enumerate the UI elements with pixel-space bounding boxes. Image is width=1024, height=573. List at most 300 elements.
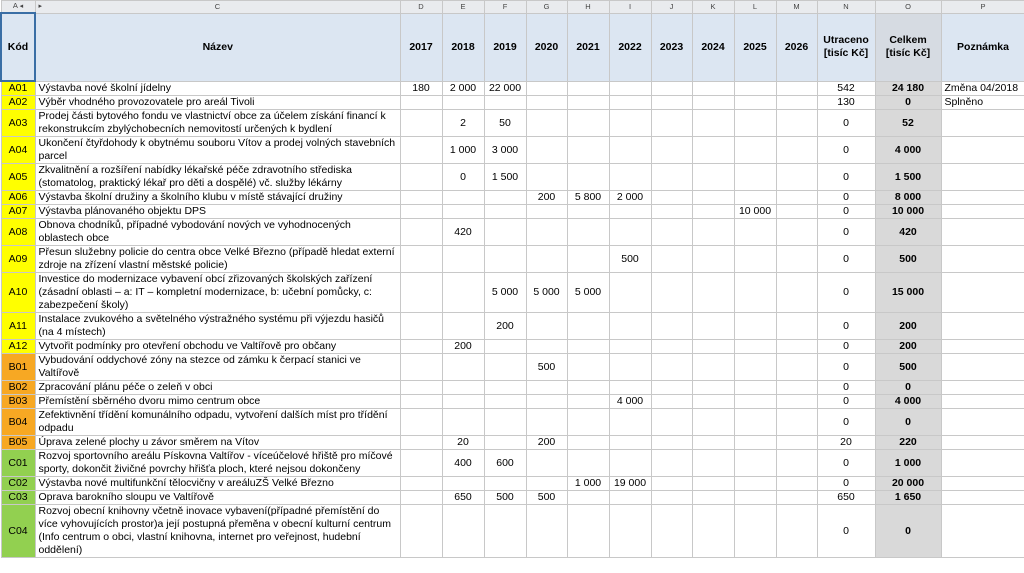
row-year-cell[interactable] xyxy=(442,273,484,313)
row-celkem-cell[interactable]: 500 xyxy=(875,246,941,273)
row-year-cell[interactable]: 180 xyxy=(400,81,442,96)
column-header-g[interactable]: G xyxy=(526,1,567,14)
header-year-2022[interactable]: 2022 xyxy=(609,13,651,81)
row-utraceno-cell[interactable]: 130 xyxy=(817,96,875,110)
row-celkem-cell[interactable]: 4 000 xyxy=(875,137,941,164)
row-year-cell[interactable] xyxy=(734,450,776,477)
row-year-cell[interactable] xyxy=(609,96,651,110)
row-year-cell[interactable] xyxy=(609,219,651,246)
row-year-cell[interactable] xyxy=(609,491,651,505)
column-header-l[interactable]: L xyxy=(734,1,776,14)
row-year-cell[interactable] xyxy=(526,381,567,395)
row-year-cell[interactable] xyxy=(526,313,567,340)
row-utraceno-cell[interactable]: 0 xyxy=(817,137,875,164)
row-year-cell[interactable] xyxy=(400,491,442,505)
row-year-cell[interactable] xyxy=(734,313,776,340)
row-name-cell[interactable]: Výstavba nové školní jídelny xyxy=(35,81,400,96)
row-year-cell[interactable]: 4 000 xyxy=(609,395,651,409)
row-year-cell[interactable] xyxy=(692,395,734,409)
row-year-cell[interactable] xyxy=(609,409,651,436)
row-year-cell[interactable] xyxy=(400,313,442,340)
row-note-cell[interactable] xyxy=(941,409,1024,436)
row-celkem-cell[interactable]: 15 000 xyxy=(875,273,941,313)
row-year-cell[interactable] xyxy=(567,219,609,246)
column-header-j[interactable]: J xyxy=(651,1,692,14)
row-year-cell[interactable]: 10 000 xyxy=(734,205,776,219)
row-year-cell[interactable] xyxy=(651,477,692,491)
row-name-cell[interactable]: Vytvořit podmínky pro otevření obchodu ve Valtířově pro občany xyxy=(35,340,400,354)
row-year-cell[interactable] xyxy=(526,246,567,273)
row-name-cell[interactable]: Výstavba plánovaného objektu DPS xyxy=(35,205,400,219)
header-year-2021[interactable]: 2021 xyxy=(567,13,609,81)
row-year-cell[interactable] xyxy=(400,137,442,164)
row-year-cell[interactable] xyxy=(734,505,776,558)
row-name-cell[interactable]: Zpracování plánu péče o zeleň v obci xyxy=(35,381,400,395)
row-year-cell[interactable] xyxy=(651,436,692,450)
row-year-cell[interactable]: 420 xyxy=(442,219,484,246)
row-code-cell[interactable]: C04 xyxy=(1,505,35,558)
row-note-cell[interactable] xyxy=(941,110,1024,137)
row-year-cell[interactable] xyxy=(400,219,442,246)
row-code-cell[interactable]: B05 xyxy=(1,436,35,450)
row-year-cell[interactable]: 200 xyxy=(526,191,567,205)
row-year-cell[interactable] xyxy=(484,395,526,409)
row-year-cell[interactable]: 200 xyxy=(442,340,484,354)
row-year-cell[interactable] xyxy=(776,273,817,313)
row-note-cell[interactable] xyxy=(941,313,1024,340)
header-year-2019[interactable]: 2019 xyxy=(484,13,526,81)
row-code-cell[interactable]: B04 xyxy=(1,409,35,436)
row-utraceno-cell[interactable]: 0 xyxy=(817,340,875,354)
row-utraceno-cell[interactable]: 0 xyxy=(817,246,875,273)
row-name-cell[interactable]: Vybudování oddychové zóny na stezce od zámku k čerpací stanici ve Valtířově xyxy=(35,354,400,381)
row-utraceno-cell[interactable]: 0 xyxy=(817,164,875,191)
row-year-cell[interactable] xyxy=(651,409,692,436)
collapse-left-icon[interactable]: ◂ xyxy=(19,3,24,10)
row-year-cell[interactable] xyxy=(734,191,776,205)
row-year-cell[interactable]: 0 xyxy=(442,164,484,191)
row-year-cell[interactable] xyxy=(400,164,442,191)
row-year-cell[interactable] xyxy=(526,477,567,491)
header-year-2020[interactable]: 2020 xyxy=(526,13,567,81)
header-year-2026[interactable]: 2026 xyxy=(776,13,817,81)
row-note-cell[interactable]: Změna 04/2018 xyxy=(941,81,1024,96)
row-year-cell[interactable] xyxy=(567,381,609,395)
row-name-cell[interactable]: Úprava zelené plochy u závor směrem na Vítov xyxy=(35,436,400,450)
row-code-cell[interactable]: A05 xyxy=(1,164,35,191)
row-year-cell[interactable] xyxy=(400,395,442,409)
row-year-cell[interactable] xyxy=(526,205,567,219)
row-celkem-cell[interactable]: 1 650 xyxy=(875,491,941,505)
row-name-cell[interactable]: Ukončení čtyřdohody k obytnému souboru Vítov a prodej volných stavebních parcel xyxy=(35,137,400,164)
row-note-cell[interactable] xyxy=(941,191,1024,205)
row-celkem-cell[interactable]: 1 500 xyxy=(875,164,941,191)
row-year-cell[interactable] xyxy=(400,505,442,558)
row-year-cell[interactable] xyxy=(567,450,609,477)
row-year-cell[interactable] xyxy=(692,313,734,340)
row-year-cell[interactable] xyxy=(651,381,692,395)
row-year-cell[interactable] xyxy=(776,395,817,409)
row-code-cell[interactable]: A10 xyxy=(1,273,35,313)
row-year-cell[interactable] xyxy=(484,477,526,491)
row-year-cell[interactable] xyxy=(651,137,692,164)
row-name-cell[interactable]: Zefektivnění třídění komunálního odpadu, vytvoření dalších míst pro třídění odpadu xyxy=(35,409,400,436)
row-code-cell[interactable]: A11 xyxy=(1,313,35,340)
row-year-cell[interactable] xyxy=(400,273,442,313)
row-year-cell[interactable] xyxy=(692,450,734,477)
header-year-2023[interactable]: 2023 xyxy=(651,13,692,81)
row-note-cell[interactable] xyxy=(941,505,1024,558)
row-year-cell[interactable] xyxy=(734,381,776,395)
row-code-cell[interactable]: A06 xyxy=(1,191,35,205)
row-year-cell[interactable] xyxy=(651,110,692,137)
row-utraceno-cell[interactable]: 0 xyxy=(817,205,875,219)
row-code-cell[interactable]: B03 xyxy=(1,395,35,409)
row-note-cell[interactable] xyxy=(941,340,1024,354)
row-year-cell[interactable] xyxy=(734,273,776,313)
row-utraceno-cell[interactable]: 650 xyxy=(817,491,875,505)
row-year-cell[interactable] xyxy=(734,409,776,436)
row-year-cell[interactable] xyxy=(734,164,776,191)
row-year-cell[interactable] xyxy=(609,505,651,558)
row-year-cell[interactable] xyxy=(651,219,692,246)
row-year-cell[interactable] xyxy=(776,340,817,354)
row-year-cell[interactable] xyxy=(442,313,484,340)
row-year-cell[interactable] xyxy=(651,246,692,273)
row-year-cell[interactable]: 19 000 xyxy=(609,477,651,491)
row-year-cell[interactable] xyxy=(692,273,734,313)
row-code-cell[interactable]: A03 xyxy=(1,110,35,137)
row-year-cell[interactable]: 650 xyxy=(442,491,484,505)
row-year-cell[interactable] xyxy=(609,381,651,395)
row-year-cell[interactable] xyxy=(484,505,526,558)
header-utraceno[interactable]: Utraceno [tisíc Kč] xyxy=(817,13,875,81)
row-year-cell[interactable] xyxy=(442,354,484,381)
column-header-h[interactable]: H xyxy=(567,1,609,14)
row-celkem-cell[interactable]: 10 000 xyxy=(875,205,941,219)
row-year-cell[interactable] xyxy=(734,96,776,110)
row-year-cell[interactable] xyxy=(400,246,442,273)
header-year-2017[interactable]: 2017 xyxy=(400,13,442,81)
row-note-cell[interactable] xyxy=(941,436,1024,450)
row-name-cell[interactable]: Investice do modernizace vybavení obcí zřizovaných školských zařízení (zásadní oblasti – a: IT – kompletní modernizace, b: učební pomůcky, c: zabezpečení školy) xyxy=(35,273,400,313)
row-celkem-cell[interactable]: 0 xyxy=(875,409,941,436)
row-year-cell[interactable]: 5 000 xyxy=(526,273,567,313)
row-year-cell[interactable] xyxy=(609,137,651,164)
row-year-cell[interactable]: 500 xyxy=(526,491,567,505)
row-name-cell[interactable]: Přemístění sběrného dvoru mimo centrum obce xyxy=(35,395,400,409)
row-year-cell[interactable] xyxy=(567,491,609,505)
row-year-cell[interactable] xyxy=(734,81,776,96)
row-code-cell[interactable]: C01 xyxy=(1,450,35,477)
row-year-cell[interactable] xyxy=(400,436,442,450)
row-year-cell[interactable] xyxy=(776,505,817,558)
row-year-cell[interactable] xyxy=(651,164,692,191)
row-name-cell[interactable]: Výběr vhodného provozovatele pro areál Tivoli xyxy=(35,96,400,110)
row-year-cell[interactable] xyxy=(484,340,526,354)
column-header-k[interactable]: K xyxy=(692,1,734,14)
row-year-cell[interactable]: 500 xyxy=(609,246,651,273)
row-year-cell[interactable] xyxy=(442,395,484,409)
row-year-cell[interactable] xyxy=(651,81,692,96)
header-poznamka[interactable]: Poznámka xyxy=(941,13,1024,81)
row-year-cell[interactable] xyxy=(609,110,651,137)
row-note-cell[interactable] xyxy=(941,450,1024,477)
row-note-cell[interactable] xyxy=(941,354,1024,381)
row-year-cell[interactable] xyxy=(692,164,734,191)
row-year-cell[interactable] xyxy=(567,246,609,273)
row-year-cell[interactable] xyxy=(776,81,817,96)
row-celkem-cell[interactable]: 52 xyxy=(875,110,941,137)
row-code-cell[interactable]: A07 xyxy=(1,205,35,219)
row-celkem-cell[interactable]: 220 xyxy=(875,436,941,450)
row-year-cell[interactable] xyxy=(567,395,609,409)
row-year-cell[interactable] xyxy=(484,246,526,273)
row-utraceno-cell[interactable]: 0 xyxy=(817,110,875,137)
row-name-cell[interactable]: Rozvoj obecní knihovny včetně inovace vybavení(případné přemístění do více vyhovujících prostor)a její postupná přeměna v obecní kulturní centrum (Info centrum o obci, vlastní knihovna, internet pro veřejnost, hudební oddělení) xyxy=(35,505,400,558)
row-year-cell[interactable] xyxy=(567,81,609,96)
row-note-cell[interactable] xyxy=(941,205,1024,219)
row-celkem-cell[interactable]: 500 xyxy=(875,354,941,381)
row-year-cell[interactable] xyxy=(692,505,734,558)
row-year-cell[interactable] xyxy=(692,491,734,505)
row-utraceno-cell[interactable]: 0 xyxy=(817,219,875,246)
row-year-cell[interactable] xyxy=(567,137,609,164)
row-year-cell[interactable] xyxy=(400,340,442,354)
row-year-cell[interactable] xyxy=(776,191,817,205)
header-kod[interactable]: Kód xyxy=(1,13,35,81)
row-note-cell[interactable] xyxy=(941,164,1024,191)
row-year-cell[interactable] xyxy=(442,191,484,205)
row-year-cell[interactable] xyxy=(692,191,734,205)
row-year-cell[interactable]: 5 800 xyxy=(567,191,609,205)
row-year-cell[interactable] xyxy=(567,96,609,110)
row-year-cell[interactable] xyxy=(609,436,651,450)
row-year-cell[interactable] xyxy=(442,409,484,436)
row-year-cell[interactable]: 2 000 xyxy=(442,81,484,96)
row-code-cell[interactable]: C03 xyxy=(1,491,35,505)
column-header-m[interactable]: M xyxy=(776,1,817,14)
row-year-cell[interactable] xyxy=(400,381,442,395)
row-year-cell[interactable] xyxy=(484,436,526,450)
row-year-cell[interactable] xyxy=(609,273,651,313)
row-year-cell[interactable]: 500 xyxy=(484,491,526,505)
row-utraceno-cell[interactable]: 0 xyxy=(817,395,875,409)
row-year-cell[interactable] xyxy=(776,436,817,450)
column-header-o[interactable]: O xyxy=(875,1,941,14)
row-year-cell[interactable] xyxy=(734,340,776,354)
row-year-cell[interactable]: 1 000 xyxy=(442,137,484,164)
row-year-cell[interactable] xyxy=(651,450,692,477)
row-year-cell[interactable]: 200 xyxy=(484,313,526,340)
row-code-cell[interactable]: A02 xyxy=(1,96,35,110)
row-year-cell[interactable] xyxy=(734,219,776,246)
row-year-cell[interactable] xyxy=(692,205,734,219)
row-celkem-cell[interactable]: 0 xyxy=(875,96,941,110)
row-name-cell[interactable]: Výstavba nové multifunkční tělocvičny v areáluZŠ Velké Březno xyxy=(35,477,400,491)
row-year-cell[interactable] xyxy=(692,96,734,110)
row-name-cell[interactable]: Výstavba školní družiny a školního klubu v místě stávající družiny xyxy=(35,191,400,205)
column-header-f[interactable]: F xyxy=(484,1,526,14)
row-year-cell[interactable] xyxy=(567,505,609,558)
row-year-cell[interactable] xyxy=(526,110,567,137)
row-celkem-cell[interactable]: 20 000 xyxy=(875,477,941,491)
row-year-cell[interactable] xyxy=(692,137,734,164)
column-header-p[interactable]: P xyxy=(941,1,1024,14)
row-year-cell[interactable] xyxy=(692,340,734,354)
row-utraceno-cell[interactable]: 0 xyxy=(817,191,875,205)
row-year-cell[interactable] xyxy=(776,96,817,110)
row-year-cell[interactable] xyxy=(567,409,609,436)
header-year-2024[interactable]: 2024 xyxy=(692,13,734,81)
row-year-cell[interactable] xyxy=(400,354,442,381)
row-year-cell[interactable] xyxy=(734,246,776,273)
row-year-cell[interactable] xyxy=(651,191,692,205)
row-code-cell[interactable]: B01 xyxy=(1,354,35,381)
row-year-cell[interactable] xyxy=(692,409,734,436)
row-code-cell[interactable]: A12 xyxy=(1,340,35,354)
row-name-cell[interactable]: Prodej části bytového fondu ve vlastnictví obce za účelem získání financí k rekonstrukcím zbylýchobecních nemovitostí určených k bydlení xyxy=(35,110,400,137)
row-year-cell[interactable] xyxy=(651,273,692,313)
row-year-cell[interactable] xyxy=(776,354,817,381)
row-celkem-cell[interactable]: 0 xyxy=(875,505,941,558)
row-year-cell[interactable] xyxy=(400,450,442,477)
row-year-cell[interactable] xyxy=(526,137,567,164)
row-utraceno-cell[interactable]: 0 xyxy=(817,477,875,491)
row-year-cell[interactable] xyxy=(776,205,817,219)
row-year-cell[interactable] xyxy=(526,450,567,477)
row-year-cell[interactable]: 20 xyxy=(442,436,484,450)
column-header-c[interactable]: ▸ C xyxy=(35,1,400,14)
row-name-cell[interactable]: Přesun služebny policie do centra obce Velké Březno (případě hledat externí zdroje na zřízení vlastní městské policie) xyxy=(35,246,400,273)
row-name-cell[interactable]: Zkvalitnění a rozšíření nabídky lékařské péče zdravotního střediska (stomatolog, praktický lékař pro děti a dospělé) vč. služby lékárny xyxy=(35,164,400,191)
row-year-cell[interactable] xyxy=(734,354,776,381)
row-year-cell[interactable] xyxy=(400,191,442,205)
row-year-cell[interactable] xyxy=(442,96,484,110)
row-celkem-cell[interactable]: 200 xyxy=(875,340,941,354)
row-year-cell[interactable] xyxy=(734,395,776,409)
row-year-cell[interactable] xyxy=(776,381,817,395)
row-year-cell[interactable] xyxy=(567,164,609,191)
row-year-cell[interactable] xyxy=(776,313,817,340)
row-year-cell[interactable] xyxy=(776,110,817,137)
row-year-cell[interactable] xyxy=(609,450,651,477)
row-year-cell[interactable] xyxy=(651,205,692,219)
row-year-cell[interactable] xyxy=(484,96,526,110)
row-year-cell[interactable] xyxy=(526,505,567,558)
row-year-cell[interactable] xyxy=(484,205,526,219)
row-year-cell[interactable] xyxy=(400,96,442,110)
row-year-cell[interactable] xyxy=(651,491,692,505)
row-year-cell[interactable] xyxy=(484,219,526,246)
row-note-cell[interactable] xyxy=(941,273,1024,313)
row-code-cell[interactable]: A08 xyxy=(1,219,35,246)
row-code-cell[interactable]: C02 xyxy=(1,477,35,491)
row-year-cell[interactable] xyxy=(651,96,692,110)
row-year-cell[interactable] xyxy=(400,477,442,491)
row-year-cell[interactable] xyxy=(526,219,567,246)
row-year-cell[interactable] xyxy=(734,110,776,137)
row-year-cell[interactable] xyxy=(526,164,567,191)
row-year-cell[interactable] xyxy=(609,340,651,354)
row-celkem-cell[interactable]: 0 xyxy=(875,381,941,395)
row-note-cell[interactable] xyxy=(941,137,1024,164)
row-code-cell[interactable]: A01 xyxy=(1,81,35,96)
row-note-cell[interactable]: Splněno xyxy=(941,96,1024,110)
row-code-cell[interactable]: A04 xyxy=(1,137,35,164)
row-year-cell[interactable] xyxy=(776,246,817,273)
row-utraceno-cell[interactable]: 0 xyxy=(817,381,875,395)
row-year-cell[interactable] xyxy=(692,354,734,381)
row-celkem-cell[interactable]: 24 180 xyxy=(875,81,941,96)
row-year-cell[interactable] xyxy=(692,219,734,246)
row-year-cell[interactable] xyxy=(442,205,484,219)
row-year-cell[interactable] xyxy=(609,313,651,340)
column-header-d[interactable]: D xyxy=(400,1,442,14)
header-year-2018[interactable]: 2018 xyxy=(442,13,484,81)
row-celkem-cell[interactable]: 4 000 xyxy=(875,395,941,409)
row-celkem-cell[interactable]: 420 xyxy=(875,219,941,246)
row-year-cell[interactable] xyxy=(609,164,651,191)
row-year-cell[interactable] xyxy=(484,409,526,436)
row-year-cell[interactable] xyxy=(526,340,567,354)
row-year-cell[interactable] xyxy=(526,395,567,409)
row-year-cell[interactable] xyxy=(400,409,442,436)
row-year-cell[interactable]: 3 000 xyxy=(484,137,526,164)
row-year-cell[interactable] xyxy=(692,436,734,450)
row-year-cell[interactable] xyxy=(609,205,651,219)
row-year-cell[interactable]: 2 000 xyxy=(609,191,651,205)
row-year-cell[interactable] xyxy=(651,313,692,340)
row-utraceno-cell[interactable]: 0 xyxy=(817,354,875,381)
row-note-cell[interactable] xyxy=(941,395,1024,409)
row-year-cell[interactable] xyxy=(567,313,609,340)
row-year-cell[interactable] xyxy=(651,340,692,354)
row-name-cell[interactable]: Rozvoj sportovního areálu Pískovna Valtířov - víceúčelové hřiště pro míčové sporty, dokončit živičné povrchy hřišťa ploch, které nejsou dokončeny xyxy=(35,450,400,477)
row-year-cell[interactable] xyxy=(651,395,692,409)
row-year-cell[interactable] xyxy=(734,137,776,164)
header-celkem[interactable]: Celkem [tisíc Kč] xyxy=(875,13,941,81)
row-year-cell[interactable] xyxy=(776,219,817,246)
row-note-cell[interactable] xyxy=(941,477,1024,491)
header-year-2025[interactable]: 2025 xyxy=(734,13,776,81)
row-year-cell[interactable]: 2 xyxy=(442,110,484,137)
row-year-cell[interactable] xyxy=(567,436,609,450)
row-year-cell[interactable] xyxy=(692,381,734,395)
row-utraceno-cell[interactable]: 0 xyxy=(817,450,875,477)
row-year-cell[interactable]: 1 500 xyxy=(484,164,526,191)
row-note-cell[interactable] xyxy=(941,381,1024,395)
row-year-cell[interactable] xyxy=(567,205,609,219)
row-name-cell[interactable]: Obnova chodníků, případné vybodování nových ve vyhodnocených oblastech obce xyxy=(35,219,400,246)
row-year-cell[interactable] xyxy=(526,96,567,110)
column-header-n[interactable]: N xyxy=(817,1,875,14)
row-year-cell[interactable] xyxy=(776,477,817,491)
column-header-a[interactable]: A ◂ xyxy=(1,1,35,14)
row-year-cell[interactable] xyxy=(442,505,484,558)
row-utraceno-cell[interactable]: 0 xyxy=(817,313,875,340)
row-year-cell[interactable]: 5 000 xyxy=(484,273,526,313)
row-year-cell[interactable] xyxy=(692,477,734,491)
row-celkem-cell[interactable]: 8 000 xyxy=(875,191,941,205)
row-note-cell[interactable] xyxy=(941,491,1024,505)
row-year-cell[interactable] xyxy=(776,164,817,191)
row-celkem-cell[interactable]: 200 xyxy=(875,313,941,340)
row-utraceno-cell[interactable]: 0 xyxy=(817,409,875,436)
row-code-cell[interactable]: B02 xyxy=(1,381,35,395)
row-utraceno-cell[interactable]: 0 xyxy=(817,273,875,313)
column-header-e[interactable]: E xyxy=(442,1,484,14)
